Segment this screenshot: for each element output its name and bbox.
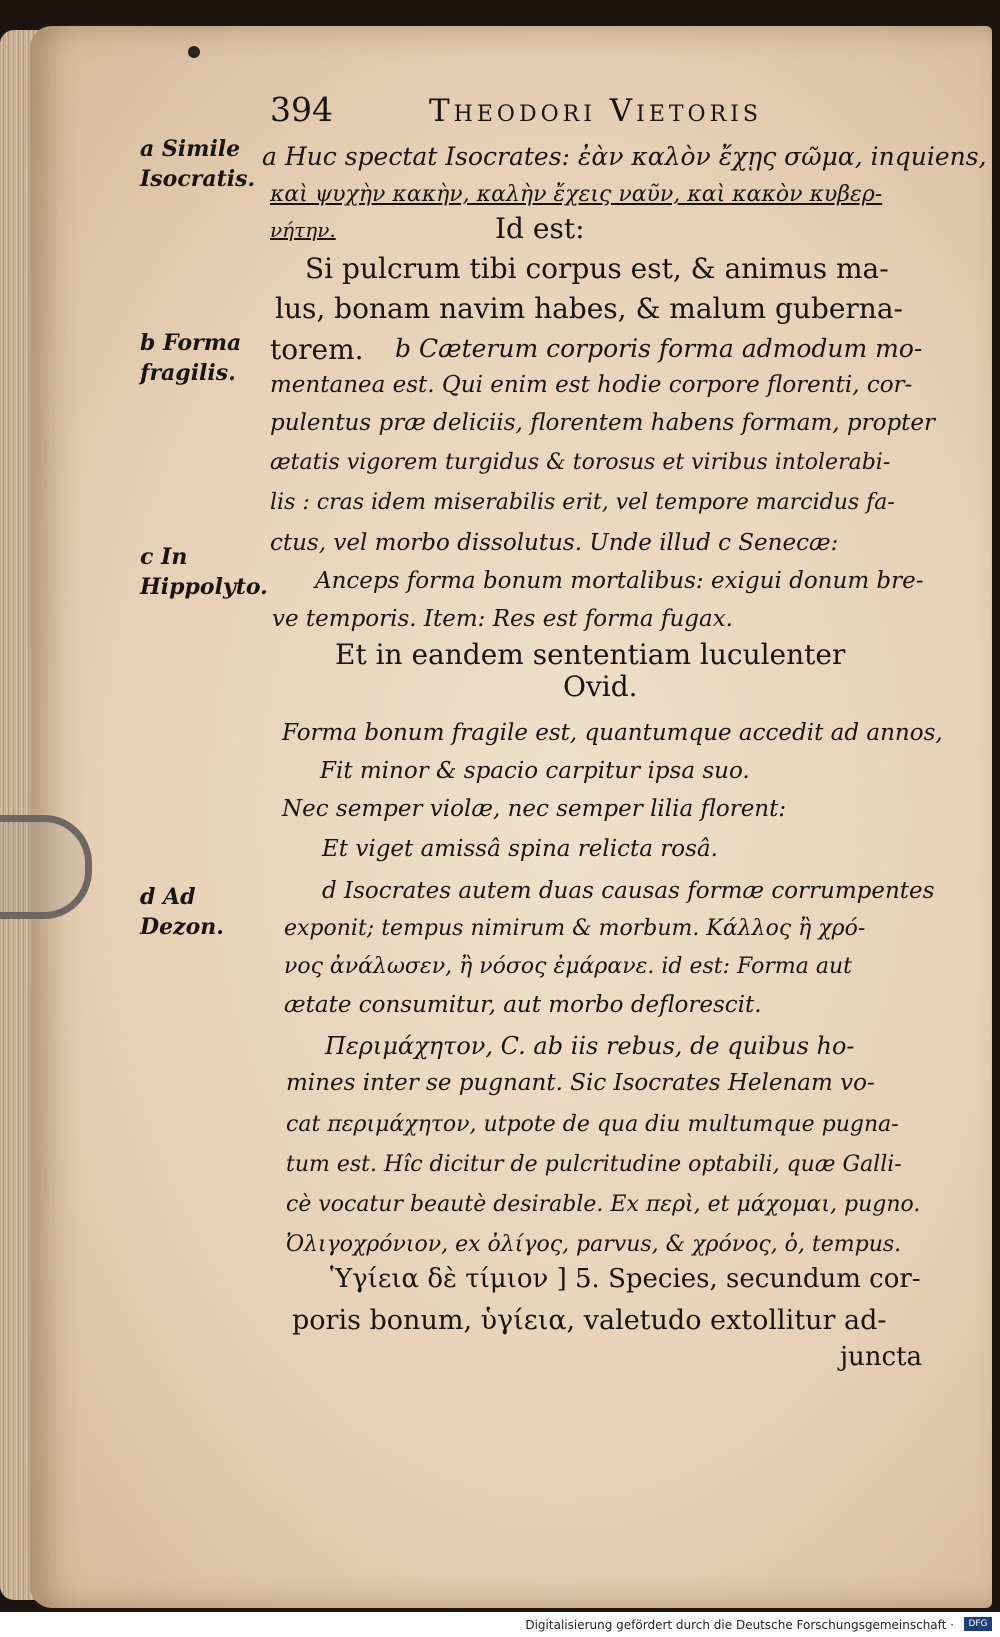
text-line-33: poris bonum, ὑγίεια, valetudo extollitur ad-	[292, 1305, 887, 1336]
digitization-footer	[0, 1612, 1000, 1637]
margin-note-b: b Forma fragilis.	[140, 330, 242, 386]
running-title: Theodori Vietoris	[429, 93, 762, 129]
margin-note-a: a Simile Isocratis.	[140, 136, 256, 192]
text-line-21: Et viget amissâ spina relicta rosâ.	[322, 836, 718, 862]
text-line-16: Et in eandem sententiam luculenter	[335, 638, 846, 671]
text-line-25: ætate consumitur, aut morbo deflorescit.	[284, 992, 762, 1018]
text-line-31: Ὀλιγοχρόνιον, ex ὀλίγος, parvus, & χρόνος, ὁ, tempus.	[286, 1232, 902, 1257]
text-line-11: ætatis vigorem turgidus & torosus et viribus intolerabi-	[270, 450, 891, 475]
text-line-18: Forma bonum fragile est, quantumque accedit ad annos,	[282, 720, 943, 746]
catchword: juncta	[840, 1342, 923, 1372]
text-line-20: Nec semper violæ, nec semper lilia florent:	[282, 796, 787, 822]
text-line-5: Si pulcrum tibi corpus est, & animus ma-	[305, 252, 889, 285]
running-head	[270, 90, 762, 129]
ink-dot	[188, 46, 200, 58]
text-line-12: lis : cras idem miserabilis erit, vel tempore marcidus fa-	[270, 490, 895, 515]
margin-note-c: c In Hippolyto.	[140, 544, 268, 600]
margin-note-d: d Ad Dezon.	[140, 884, 224, 940]
text-line-8: b Cæterum corporis forma admodum mo-	[395, 334, 923, 363]
bookmark-clip	[0, 815, 92, 919]
dfg-logo-icon: DFG	[964, 1617, 992, 1631]
text-line-15: ve temporis. Item: Res est forma fugax.	[272, 606, 733, 632]
text-line-6: lus, bonam navim habes, & malum guberna-	[275, 292, 903, 325]
text-line-24: νος ἀνάλωσεν, ἢ νόσος ἐμάρανε. id est: Forma aut	[284, 954, 852, 979]
text-line-29: tum est. Hîc dicitur de pulcritudine optabili, quæ Galli-	[286, 1152, 902, 1177]
text-line-27: mines inter se pugnant. Sic Isocrates Helenam vo-	[286, 1070, 875, 1096]
footer-text: Digitalisierung gefördert durch die Deutsche Forschungsgemeinschaft ·	[525, 1618, 954, 1632]
text-line-17: Ovid.	[563, 670, 638, 703]
text-line-3: νήτην.	[270, 218, 336, 242]
text-line-1: a Huc spectat Isocrates: ἐὰν καλὸν ἔχῃς σῶμα, inquiens,	[262, 142, 987, 171]
text-line-10: pulentus præ deliciis, florentem habens formam, propter	[270, 410, 936, 436]
page-number: 394	[270, 90, 333, 129]
text-line-7: torem.	[270, 333, 364, 366]
text-line-14: Anceps forma bonum mortalibus: exigui donum bre-	[315, 568, 924, 594]
text-line-2: καὶ ψυχὴν κακὴν, καλὴν ἔχεις ναῦν, καὶ κακὸν κυβερ-	[270, 182, 883, 207]
text-line-30: cè vocatur beautè desirable. Ex περὶ, et μάχομαι, pugno.	[286, 1192, 921, 1217]
text-line-22: d Isocrates autem duas causas formæ corrumpentes	[322, 878, 935, 904]
text-line-28: cat περιμάχητον, utpote de qua diu multumque pugna-	[286, 1112, 899, 1137]
text-line-9: mentanea est. Qui enim est hodie corpore florenti, cor-	[270, 372, 913, 398]
text-line-32: Ὑγίεια δὲ τίμιον ] 5. Species, secundum cor-	[330, 1264, 921, 1294]
text-line-4: Id est:	[495, 212, 585, 245]
text-line-19: Fit minor & spacio carpitur ipsa suo.	[320, 758, 750, 784]
text-line-13: ctus, vel morbo dissolutus. Unde illud c Senecæ:	[270, 530, 839, 556]
text-line-26: Περιμάχητον, C. ab iis rebus, de quibus ho-	[325, 1032, 855, 1060]
text-line-23: exponit; tempus nimirum & morbum. Κάλλος ἢ χρό-	[284, 916, 866, 941]
